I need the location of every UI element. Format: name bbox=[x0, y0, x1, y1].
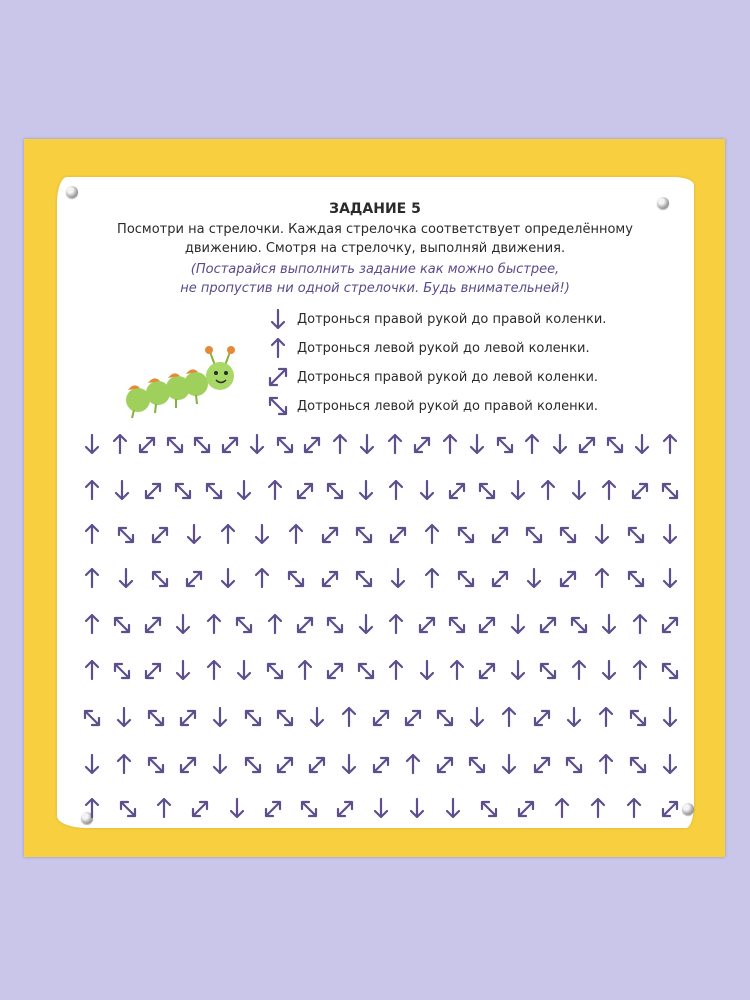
pin-icon bbox=[81, 812, 93, 824]
pin-icon bbox=[66, 186, 78, 198]
arrow-diagonal-double-icon bbox=[266, 365, 290, 389]
legend-text: Дотронься левой рукой до левой коленки. bbox=[297, 340, 590, 356]
legend-row-down bbox=[266, 306, 606, 332]
task-description-line2: движению. Смотря на стрелочку, выполняй движения. bbox=[184, 241, 566, 256]
pin-icon bbox=[682, 803, 694, 815]
legend-row-diag-dr bbox=[266, 393, 598, 419]
arrow-down-icon bbox=[266, 307, 290, 331]
task-description-line1: Посмотри на стрелочки. Каждая стрелочка соответствует определённому bbox=[117, 222, 633, 237]
task-title: ЗАДАНИЕ 5 bbox=[329, 201, 421, 217]
legend-row-up bbox=[266, 335, 590, 361]
task-note-line1: (Постарайся выполнить задание как можно быстрее, bbox=[190, 262, 560, 277]
legend-text: Дотронься левой рукой до правой коленки. bbox=[297, 398, 599, 414]
legend-row-diag-ur bbox=[266, 364, 598, 390]
legend-text: Дотронься правой рукой до правой коленки. bbox=[297, 311, 607, 327]
arrow-diagonal-double-icon bbox=[266, 394, 290, 418]
arrow-up-icon bbox=[266, 336, 290, 360]
legend-text: Дотронься правой рукой до левой коленки. bbox=[297, 369, 599, 385]
task-note-line2: не пропустив ни одной стрелочки. Будь внимательней!) bbox=[180, 281, 570, 296]
caterpillar-icon bbox=[120, 338, 250, 428]
